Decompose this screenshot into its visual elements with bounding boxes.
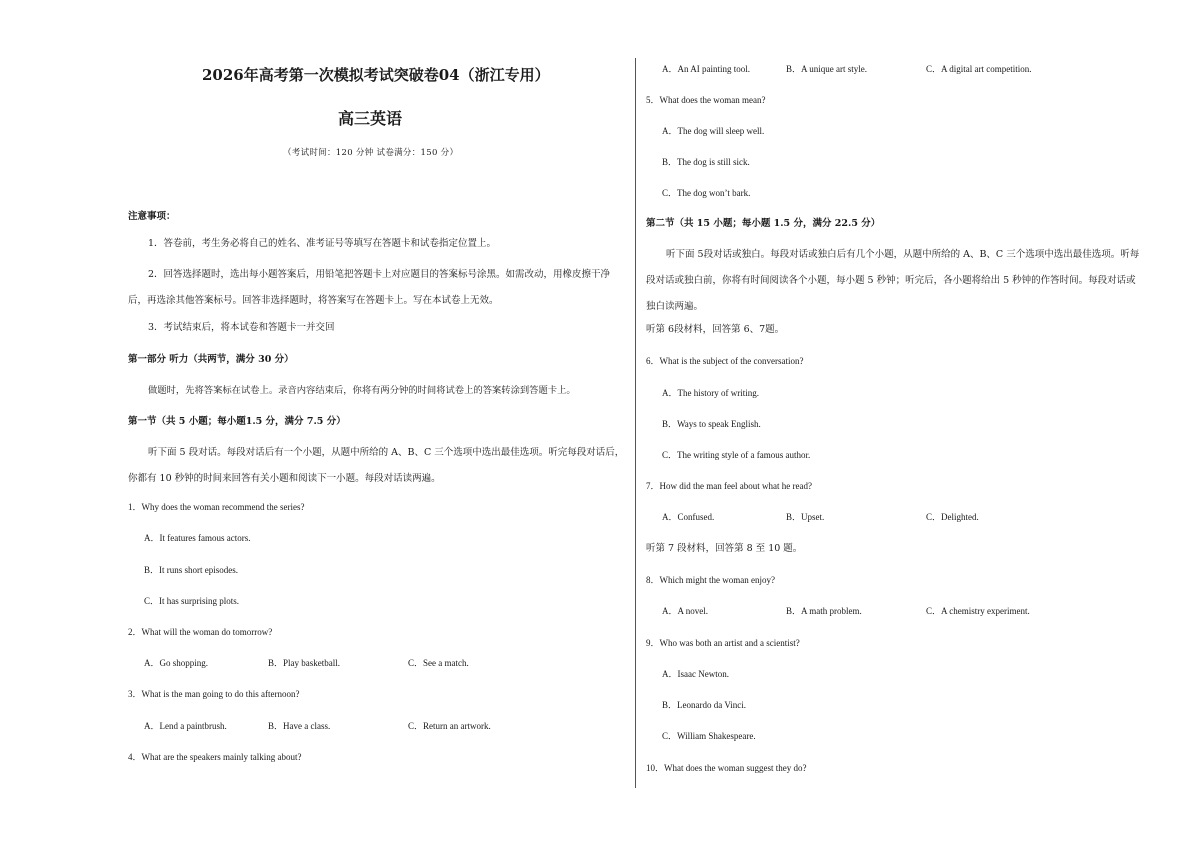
material-6-intro: 听第 6段材料，回答第 6、7题。 [646, 324, 785, 335]
question-8: 8．Which might the woman enjoy? [646, 575, 775, 585]
q9-option-c: C．William Shakespeare. [662, 731, 756, 741]
q4-option-a: A．An AI painting tool. [662, 64, 750, 74]
question-4: 4．What are the speakers mainly talking about? [128, 752, 302, 762]
q5-option-b: B．The dog is still sick. [662, 157, 750, 167]
q1-option-b: B．It runs short episodes. [144, 565, 238, 575]
notice-item-3: 3．考试结束后，将本试卷和答题卡一并交回 [148, 322, 335, 333]
q2-option-a: A．Go shopping. [144, 658, 209, 668]
section1-intro: 听下面 5 段对话。每段对话后有一个小题，从题中所给的 A、B、C 三个选项中选出最佳选项。听完每段对话后，你都有 10 秒钟的时间来回答有关小题和阅读下一小题。每段对话读两遍。 [128, 447, 625, 484]
q4-option-c: C．A digital art competition. [926, 64, 1032, 74]
exam-info: （考试时间：120 分钟 试卷满分：150 分） [283, 148, 459, 158]
q5-option-a: A．The dog will sleep well. [662, 126, 765, 136]
question-6: 6．What is the subject of the conversation? [646, 356, 804, 366]
question-3: 3．What is the man going to do this afternoon? [128, 689, 300, 699]
notice-item-2: 2．回答选择题时，选出每小题答案后，用铅笔把答题卡上对应题目的答案标号涂黑。如需改动，用橡皮擦干净后，再选涂其他答案标号。回答非选择题时，将答案写在答题卡上。写在本试卷上无效。 [128, 269, 611, 306]
q1-option-a: A．It features famous actors. [144, 533, 251, 543]
q4-option-b: B．A unique art style. [786, 64, 867, 74]
notice-heading: 注意事项： [128, 211, 176, 222]
q8-option-c: C．A chemistry experiment. [926, 606, 1030, 616]
notice-item-1: 1．答卷前，考生务必将自己的姓名、准考证号等填写在答题卡和试卷指定位置上。 [148, 238, 497, 249]
q3-option-c: C．Return an artwork. [408, 721, 491, 731]
question-10: 10．What does the woman suggest they do? [646, 763, 807, 773]
q9-option-b: B．Leonardo da Vinci. [662, 700, 747, 710]
q5-option-c: C．The dog won’t bark. [662, 188, 751, 198]
q7-option-c: C．Delighted. [926, 512, 979, 522]
subject-title: 高三英语 [338, 109, 403, 128]
q9-option-a: A．Isaac Newton. [662, 669, 729, 679]
q6-option-b: B．Ways to speak English. [662, 419, 761, 429]
q6-option-c: C．The writing style of a famous author. [662, 450, 811, 460]
material-7-intro: 听第 7 段材料，回答第 8 至 10 题。 [646, 543, 803, 554]
q3-option-a: A．Lend a paintbrush. [144, 721, 227, 731]
section2-heading: 第二节（共 15 小题；每小题 1.5 分，满分 22.5 分） [646, 218, 881, 229]
question-7: 7．How did the man feel about what he read? [646, 481, 812, 491]
q7-option-a: A．Confused. [662, 512, 715, 522]
section1-heading: 第一节（共 5 小题；每小题1.5 分，满分 7.5 分） [128, 416, 346, 427]
exam-title: 2026年高考第一次模拟考试突破卷04（浙江专用） [202, 66, 550, 84]
q6-option-a: A．The history of writing. [662, 388, 759, 398]
q2-option-b: B．Play basketball. [268, 658, 340, 668]
q1-option-c: C．It has surprising plots. [144, 596, 240, 606]
part1-heading: 第一部分 听力（共两节，满分 30 分） [128, 354, 294, 365]
question-5: 5．What does the woman mean? [646, 95, 766, 105]
q8-option-b: B．A math problem. [786, 606, 862, 616]
q8-option-a: A．A novel. [662, 606, 708, 616]
q3-option-b: B．Have a class. [268, 721, 331, 731]
part1-intro: 做题时，先将答案标在试卷上。录音内容结束后，你将有两分钟的时间将试卷上的答案转涂到答题卡上。 [148, 385, 576, 396]
question-2: 2．What will the woman do tomorrow? [128, 627, 273, 637]
q2-option-c: C．See a match. [408, 658, 469, 668]
question-1: 1．Why does the woman recommend the series? [128, 502, 305, 512]
question-9: 9．Who was both an artist and a scientist? [646, 638, 800, 648]
section2-intro: 听下面 5段对话或独白。每段对话或独白后有几个小题，从题中所给的 A、B、C 三个选项中选出最佳选项。听每段对话或独白前，你将有时间阅读各个小题，每小题 5 秒钟；听完后，各小题将给出 5 秒钟的作答时间。每段对话或独白读两遍。 [646, 249, 1140, 312]
column-divider [635, 58, 636, 788]
q7-option-b: B．Upset. [786, 512, 825, 522]
